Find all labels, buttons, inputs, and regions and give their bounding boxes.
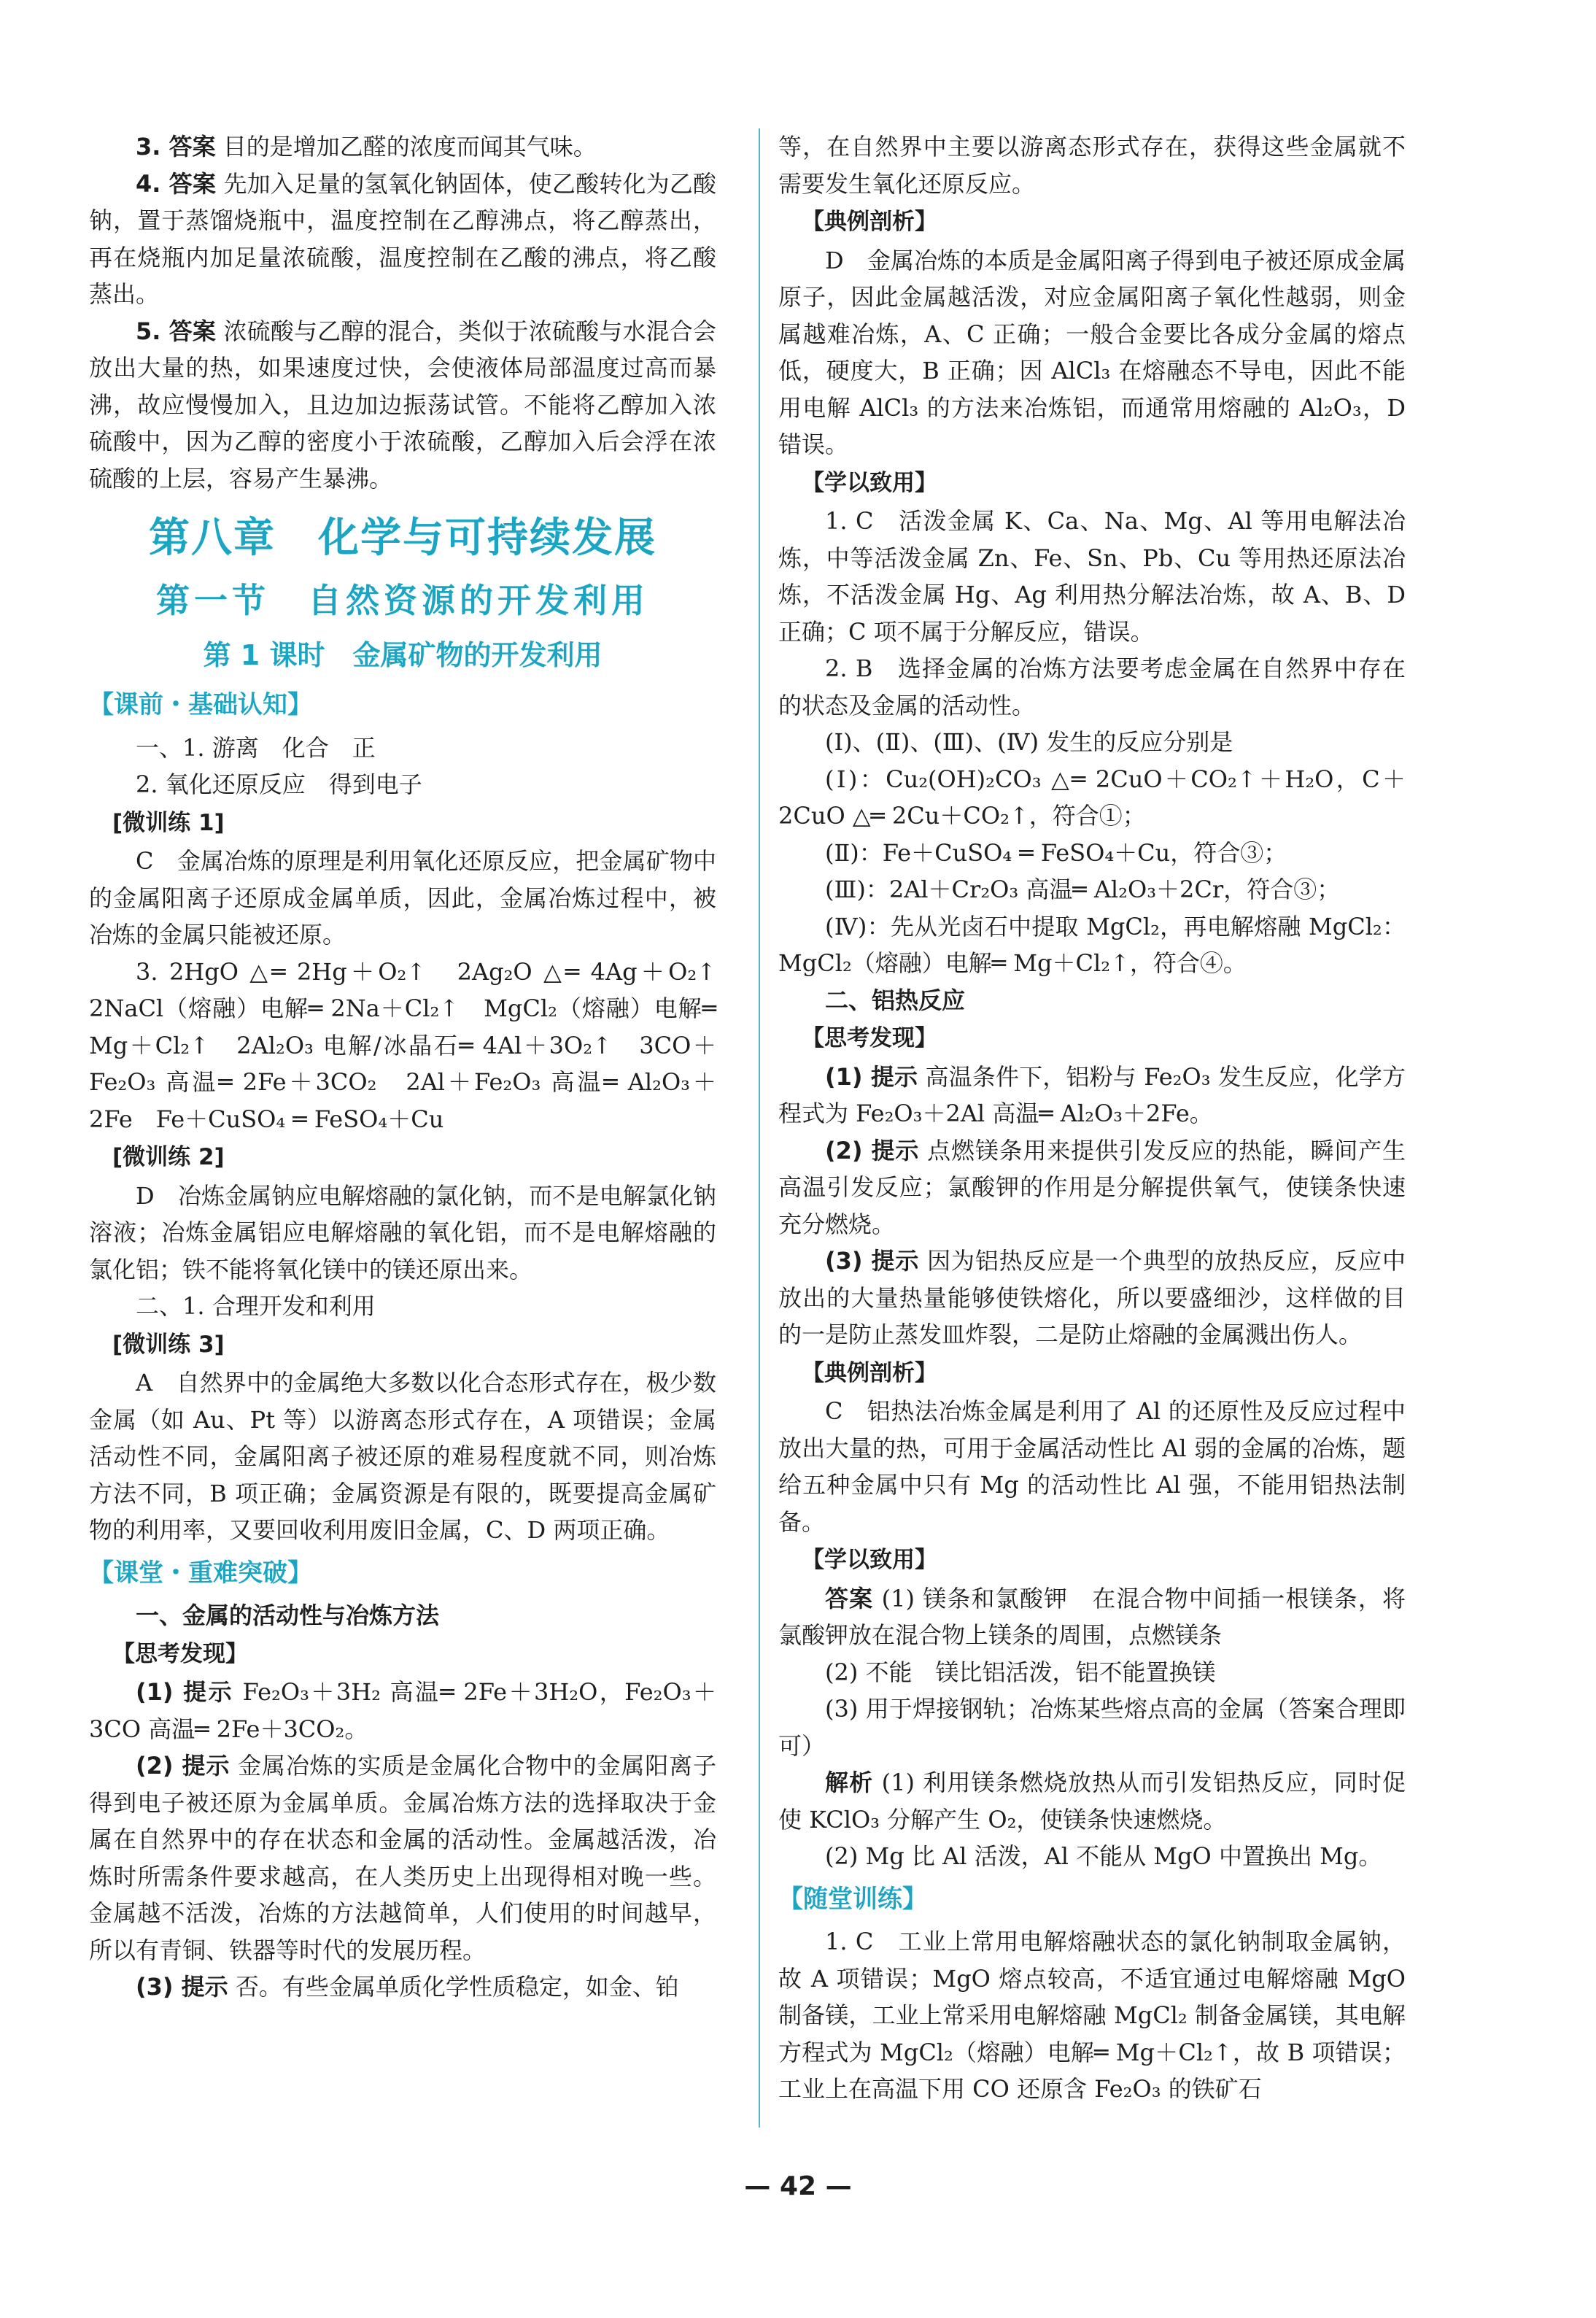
answer-text: 浓硫酸与乙醇的混合，类似于浓硫酸与水混合会放出大量的热，如果速度过快，会使液体局部温度过高而暴沸，故应慢慢加入，且边加边振荡试管。不能将乙醇加入浓硫酸中，因为乙醇的密度小于浓硫酸，乙醇加入后会浮在浓硫酸的上层，容易产生暴沸。 (89, 317, 716, 492)
hint-label: (3) 提示 (825, 1247, 920, 1275)
hint-3 (778, 1243, 1406, 1353)
section-header-preclass: 【课前・基础认知】 (89, 690, 312, 719)
reaction-1: (Ⅰ)：Cu₂(OH)₂CO₃ △═ 2CuO＋CO₂↑＋H₂O，C＋2CuO △═ 2Cu＋CO₂↑，符合①； (778, 765, 1406, 830)
section-header-label: 课前・基础认知 (114, 690, 287, 719)
answer-text: (1) 镁条和氯酸钾 在混合物中间插一根镁条，将氯酸钾放在混合物上镁条的周围，点燃镁条 (778, 1584, 1406, 1649)
equations-3: 3. 2HgO △═ 2Hg＋O₂↑ 2Ag₂O △═ 4Ag＋O₂↑ 2NaCl（熔融）电解═ 2Na＋Cl₂↑ MgCl₂（熔融）电解═ Mg＋Cl₂↑ 2Al₂O₃ 电解/冰晶石═ 4Al＋3O₂↑ 3CO＋Fe₂O₃ 高温═ 2Fe＋3CO₂ 2Al＋Fe₂O₃ 高温═ Al₂O₃＋2Fe Fe＋CuSO₄ ═ FeSO₄＋Cu (89, 957, 740, 1133)
hint-label: (2) 提示 (825, 1136, 920, 1164)
answer-4 (89, 166, 716, 313)
hint-label: (1) 提示 (825, 1062, 918, 1091)
answer-3 (89, 128, 716, 166)
page-number: — 42 — (744, 2171, 852, 2201)
subsection-title: 一、金属的活动性与冶炼方法 (136, 1602, 440, 1629)
apply-item-2: 2. B 选择金属的冶炼方法要考虑金属在自然界中存在的状态及金属的活动性。 (778, 654, 1406, 719)
hint-1 (778, 1059, 1406, 1132)
micro-training-1-text: C 金属冶炼的原理是利用氧化还原反应，把金属矿物中的金属阳离子还原成金属单质，因此，金属冶炼过程中，被冶炼的金属只能被还原。 (89, 847, 716, 949)
chapter-title: 第八章 化学与可持续发展 (149, 514, 656, 562)
column-divider (759, 128, 760, 2128)
reaction-2: (Ⅱ)：Fe＋CuSO₄ ═ FeSO₄＋Cu，符合③； (825, 838, 1287, 867)
section-header-practice: 【随堂训练】 (778, 1884, 927, 1914)
hint-1 (89, 1674, 716, 1747)
answer-1 (778, 1580, 1406, 1654)
continued-text: 等，在自然界中主要以游离态形式存在，获得这些金属就不需要发生氧化还原反应。 (778, 133, 1406, 198)
answer-3: (3) 用于焊接钢轨；冶炼某些熔点高的金属（答案合理即可） (778, 1695, 1406, 1760)
hint-label: (2) 提示 (136, 1752, 231, 1780)
hint-text: Fe₂O₃＋3H₂ 高温═ 2Fe＋3H₂O，Fe₂O₃＋3CO 高温═ 2Fe＋3CO₂。 (89, 1678, 716, 1743)
right-column (778, 128, 1406, 2108)
micro-training-2-label: [微训练 2] (112, 1144, 225, 1170)
item-2-1: 二、1. 合理开发和利用 (136, 1292, 376, 1320)
hint-2 (89, 1747, 716, 1969)
answer-text: 先加入足量的氢氧化钠固体，使乙酸转化为乙酸钠，置于蒸馏烧瓶中，温度控制在乙醇沸点，将乙醇蒸出，再在烧瓶内加足量浓硫酸，温度控制在乙酸的沸点，将乙酸蒸出。 (89, 169, 716, 308)
apply-label: 【学以致用】 (802, 1547, 937, 1573)
hint-2 (778, 1132, 1406, 1243)
example-analysis-text: C 铝热法冶炼金属是利用了 Al 的还原性及反应过程中放出大量的热，可用于金属活动性比 Al 弱的金属的冶炼，题给五种金属中只有 Mg 的活动性比 Al 强，不能用铝热法制备。 (778, 1397, 1406, 1536)
example-analysis-label: 【典例剖析】 (802, 1359, 937, 1386)
thinking-label: 【思考发现】 (112, 1640, 248, 1667)
item-2: 2. 氧化还原反应 得到电子 (136, 770, 422, 798)
reaction-intro: (Ⅰ)、(Ⅱ)、(Ⅲ)、(Ⅳ) 发生的反应分别是 (825, 728, 1233, 756)
answer-label: 4. 答案 (136, 169, 217, 198)
answer-label: 3. 答案 (136, 133, 216, 161)
hint-3 (89, 1969, 716, 2006)
left-column (89, 128, 740, 2006)
reaction-3: (Ⅲ)：2Al＋Cr₂O₃ 高温═ Al₂O₃＋2Cr，符合③； (825, 876, 1341, 903)
hint-label: (3) 提示 (136, 1973, 228, 2001)
reaction-4: (Ⅳ)：先从光卤石中提取 MgCl₂，再电解熔融 MgCl₂：MgCl₂（熔融）电解═ Mg＋Cl₂↑，符合④。 (778, 912, 1406, 977)
micro-training-1-label: [微训练 1] (112, 809, 225, 836)
apply-label: 【学以致用】 (802, 469, 937, 496)
subsection-title: 二、铝热反应 (825, 986, 966, 1014)
explanation-text: (1) 利用镁条燃烧放热从而引发铝热反应，同时促使 KClO₃ 分解产生 O₂，使镁条快速燃烧。 (778, 1769, 1406, 1834)
micro-training-3-label: [微训练 3] (112, 1331, 225, 1358)
apply-item-1: 1. C 活泼金属 K、Ca、Na、Mg、Al 等用电解法冶炼，中等活泼金属 Zn、Fe、Sn、Pb、Cu 等用热还原法冶炼，不活泼金属 Hg、Ag 利用热分解法冶炼，故 A、B、D 正确；C 项不属于分解反应，错误。 (778, 507, 1406, 646)
item-1-1: 一、1. 游离 化合 正 (136, 733, 376, 762)
hint-label: (1) 提示 (136, 1678, 234, 1706)
hint-text: 因为铝热反应是一个典型的放热反应，反应中放出的大量热量能够使铁熔化，所以要盛细沙，这样做的目的一是防止蒸发皿炸裂，二是防止熔融的金属溅出伤人。 (778, 1247, 1406, 1348)
explanation-label: 解析 (825, 1769, 874, 1796)
section-header-label: 随堂训练 (803, 1884, 902, 1914)
hint-text: 否。有些金属单质化学性质稳定，如金、铂 (228, 1973, 679, 2001)
section-header-label: 课堂・重难突破 (114, 1558, 287, 1588)
practice-item-1: 1. C 工业上常用电解熔融状态的氯化钠制取金属钠，故 A 项错误；MgO 熔点较高，不适宜通过电解熔融 MgO 制备镁，工业上常采用电解熔融 MgCl₂ 制备金属镁，其电解方程式为 MgCl₂（熔融）电解═ Mg＋Cl₂↑，故 B 项错误；工业上在高温下用 CO 还原含 Fe₂O₃ 的铁矿石 (778, 1928, 1406, 2103)
micro-training-3-text: A 自然界中的金属绝大多数以化合态形式存在，极少数金属（如 Au、Pt 等）以游离态形式存在，A 项错误；金属活动性不同，金属阳离子被还原的难易程度就不同，则冶炼方法不同，B 项正确；金属资源是有限的，既要提高金属矿物的利用率，又要回收利用废旧金属，C、D 两项正确。 (89, 1369, 716, 1544)
example-analysis-label: 【典例剖析】 (802, 209, 937, 235)
explanation-1 (778, 1764, 1406, 1838)
hint-text: 金属冶炼的实质是金属化合物中的金属阳离子得到电子被还原为金属单质。金属冶炼方法的选择取决于金属在自然界中的存在状态和金属的活动性。金属越活泼，冶炼时所需条件要求越高，在人类历史上出现得相对晚一些。金属越不活泼，冶炼的方法越简单，人们使用的时间越早，所以有青铜、铁器等时代的发展历程。 (89, 1752, 716, 1964)
explanation-2: (2) Mg 比 Al 活泼，Al 不能从 MgO 中置换出 Mg。 (825, 1842, 1382, 1870)
answer-5 (89, 313, 716, 498)
hint-text: 点燃镁条用来提供引发反应的热能，瞬间产生高温引发反应；氯酸钾的作用是分解提供氧气，使镁条快速充分燃烧。 (778, 1136, 1406, 1238)
answer-label: 5. 答案 (136, 317, 217, 345)
answer-2: (2) 不能 镁比铝活泼，铝不能置换镁 (825, 1658, 1216, 1686)
thinking-label: 【思考发现】 (802, 1025, 937, 1051)
hint-text: 高温条件下，铝粉与 Fe₂O₃ 发生反应，化学方程式为 Fe₂O₃＋2Al 高温═ Al₂O₃＋2Fe。 (778, 1062, 1406, 1127)
section-header-inclass: 【课堂・重难突破】 (89, 1558, 312, 1588)
section-title: 第一节 自然资源的开发利用 (156, 581, 649, 620)
answer-text: 目的是增加乙醛的浓度而闻其气味。 (215, 133, 597, 161)
answer-label: 答案 (825, 1584, 874, 1612)
example-analysis-text: D 金属冶炼的本质是金属阳离子得到电子被还原成金属原子，因此金属越活泼，对应金属阳离子氧化性越弱，则金属越难冶炼，A、C 正确；一般合金要比各成分金属的熔点低，硬度大，B 正确；因 AlCl₃ 在熔融态不导电，因此不能用电解 AlCl₃ 的方法来冶炼铝，而通常用熔融的 Al₂O₃，D 错误。 (778, 246, 1406, 458)
lesson-title: 第 1 课时 金属矿物的开发利用 (203, 639, 603, 671)
micro-training-2-text: D 冶炼金属钠应电解熔融的氯化钠，而不是电解氯化钠溶液；冶炼金属铝应电解熔融的氧化铝，而不是电解熔融的氯化铝；铁不能将氧化镁中的镁还原出来。 (89, 1181, 716, 1283)
